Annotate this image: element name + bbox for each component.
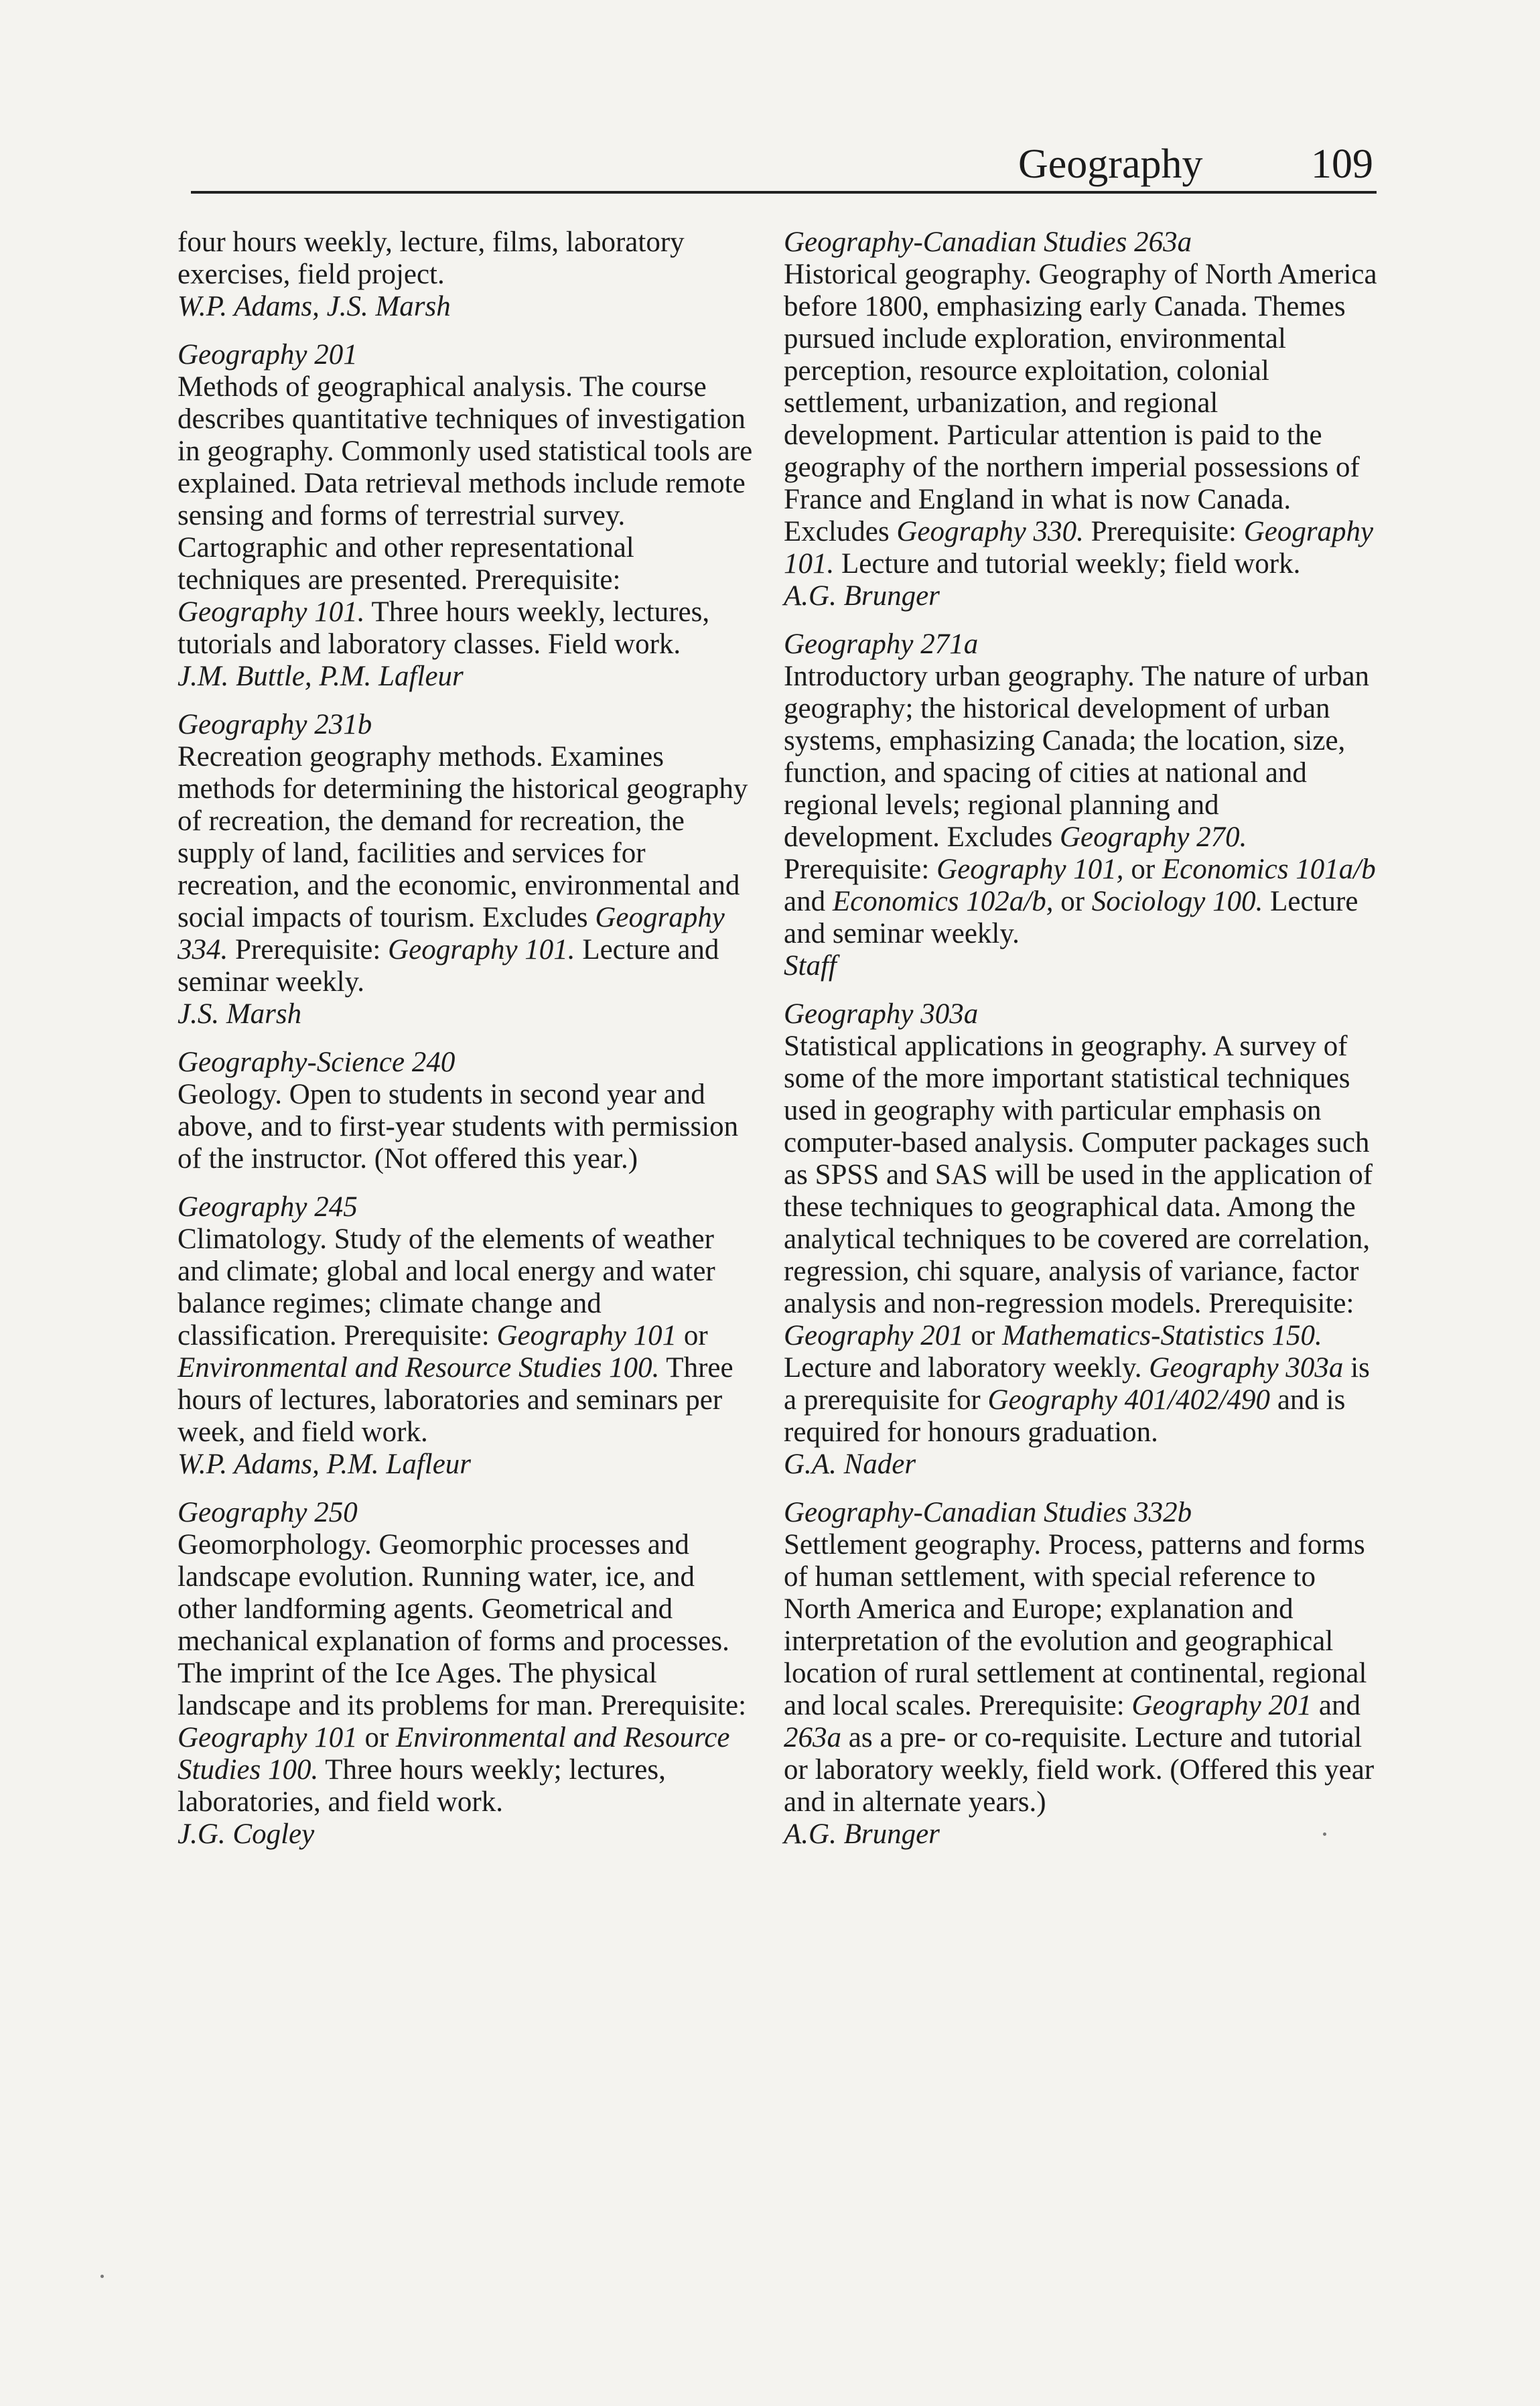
- course-entry-geography-canadian-studies-263a: [784, 226, 1380, 612]
- course-instructor: J.G. Cogley: [178, 1818, 315, 1850]
- course-title: Geography-Science 240: [178, 1047, 456, 1078]
- left-column: [178, 226, 754, 1867]
- course-description: Recreation geography methods. Examines methods for determining the historical geography of recreation, the demand for recreation, the supply of land, facilities and services for recreation, and the economic, environmental and social impacts of tourism. Excludes Geography 334. Prerequisite: Geography 101. Lecture and seminar weekly.: [178, 741, 748, 998]
- course-entry-geography-201: [178, 339, 754, 693]
- course-instructor: A.G. Brunger: [784, 1818, 940, 1850]
- course-description: Climatology. Study of the elements of weather and climate; global and local energy and water balance regimes; climate change and classification. Prerequisite: Geography 101 or Environmental and Resource Studies 100. Three hours of lectures, laboratories and seminars per week, and field work.: [178, 1223, 733, 1448]
- course-entry-geography-231b: [178, 709, 754, 1030]
- course-description: Settlement geography. Process, patterns and forms of human settlement, with special reference to North America and Europe; explanation and interpretation of the evolution and geographical location of rural settlement at continental, regional and local scales. Prerequisite: Geography 201 and 263a as a pre- or co-requisite. Lecture and tutorial or laboratory weekly, field work. (Offered this year and in alternate years.): [784, 1529, 1375, 1818]
- course-instructor: Staff: [784, 950, 837, 982]
- course-title: Geography 271a: [784, 628, 979, 660]
- right-column: [784, 226, 1380, 1867]
- course-instructor: A.G. Brunger: [784, 580, 940, 612]
- running-head: [991, 137, 1373, 191]
- header-rule: [191, 191, 1377, 194]
- course-description: Historical geography. Geography of North America before 1800, emphasizing early Canada. Themes pursued include exploration, environmental perception, resource exploitation, colonial settlement, urbanization, and regional development. Particular attention is paid to the geography of the northern imperial possessions of France and England in what is now Canada. Excludes Geography 330. Prerequisite: Geography 101. Lecture and tutorial weekly; field work.: [784, 259, 1377, 580]
- course-description: Introductory urban geography. The nature of urban geography; the historical development of urban systems, emphasizing Canada; the location, size, function, and spacing of cities at national and regional levels; regional planning and development. Excludes Geography 270. Prerequisite: Geography 101, or Economics 101a/b and Economics 102a/b, or Sociology 100. Lecture and seminar weekly.: [784, 661, 1376, 949]
- course-description: four hours weekly, lecture, films, laboratory exercises, field project.: [178, 226, 685, 290]
- course-entry-continuation: [178, 226, 754, 323]
- course-instructor: W.P. Adams, P.M. Lafleur: [178, 1449, 472, 1480]
- course-instructor: J.S. Marsh: [178, 998, 302, 1030]
- course-title: Geography 250: [178, 1497, 358, 1528]
- course-title: Geography-Canadian Studies 332b: [784, 1497, 1192, 1528]
- course-entry-geography-245: [178, 1191, 754, 1481]
- paper-speck: [100, 2275, 104, 2278]
- course-title: Geography 231b: [178, 709, 372, 740]
- course-description: Geomorphology. Geomorphic processes and landscape evolution. Running water, ice, and other landforming agents. Geometrical and mechanical explanation of forms and processes. The imprint of the Ice Ages. The physical landscape and its problems for man. Prerequisite: Geography 101 or Environmental and Resource Studies 100. Three hours weekly; lectures, laboratories, and field work.: [178, 1529, 747, 1818]
- course-description: Statistical applications in geography. A survey of some of the more important statistical techniques used in geography with particular emphasis on computer-based analysis. Computer packages such as SPSS and SAS will be used in the application of these techniques to geographical data. Among the analytical techniques to be covered are correlation, regression, chi square, analysis of variance, factor analysis and non-regression models. Prerequisite: Geography 201 or Mathematics-Statistics 150. Lecture and laboratory weekly. Geography 303a is a prerequisite for Geography 401/402/490 and is required for honours graduation.: [784, 1030, 1373, 1448]
- course-entry-geography-271a: [784, 628, 1380, 982]
- course-instructor: J.M. Buttle, P.M. Lafleur: [178, 661, 464, 692]
- section-name: Geography: [1018, 141, 1203, 187]
- course-instructor: G.A. Nader: [784, 1449, 916, 1480]
- page-number: 109: [1311, 141, 1373, 187]
- course-title: Geography-Canadian Studies 263a: [784, 226, 1192, 258]
- course-entry-geography-303a: [784, 998, 1380, 1481]
- course-title: Geography 303a: [784, 998, 979, 1030]
- course-entry-geography-science-240: [178, 1047, 754, 1175]
- course-entry-geography-250: [178, 1497, 754, 1851]
- course-title: Geography 201: [178, 339, 358, 371]
- paper-speck: [1323, 1832, 1326, 1836]
- course-instructor: W.P. Adams, J.S. Marsh: [178, 291, 451, 322]
- course-description: Geology. Open to students in second year and above, and to first-year students with permission of the instructor. (Not offered this year.): [178, 1079, 739, 1175]
- course-title: Geography 245: [178, 1191, 358, 1223]
- course-entry-geography-canadian-studies-332b: [784, 1497, 1380, 1851]
- course-description: Methods of geographical analysis. The course describes quantitative techniques of investigation in geography. Commonly used statistical tools are explained. Data retrieval methods include remote sensing and forms of terrestrial survey. Cartographic and other representational techniques are presented. Prerequisite: Geography 101. Three hours weekly, lectures, tutorials and laboratory classes. Field work.: [178, 371, 753, 660]
